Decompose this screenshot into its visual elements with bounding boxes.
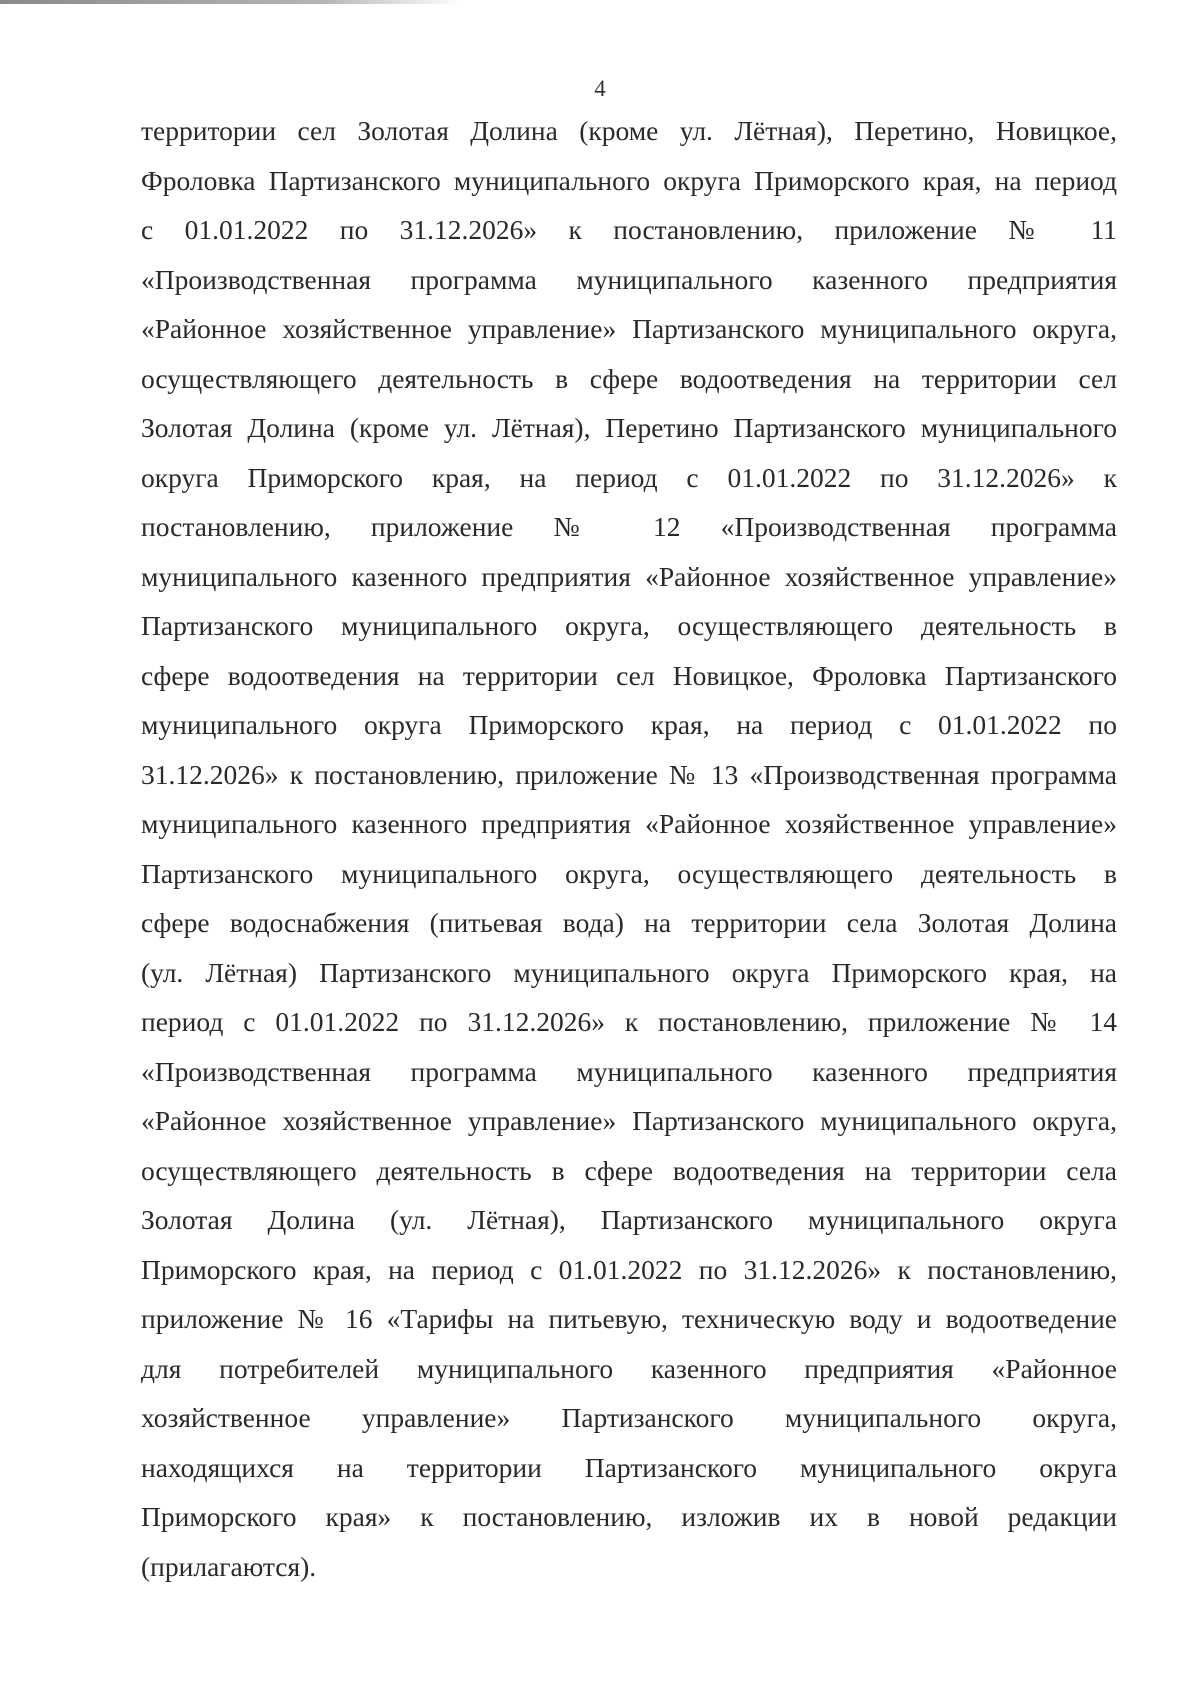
text-line: муниципального казенного предприятия «Районное хозяйственное управление» [141,560,1117,592]
body-paragraph [141,106,1117,1591]
text-line: (ул. Лётная) Партизанского муниципального округа Приморского края, на [141,956,1117,988]
scan-edge-mark [0,0,460,4]
text-line: Золотая Долина (ул. Лётная), Партизанского муниципального округа [141,1204,1117,1235]
text-line: осуществляющего деятельность в сфере водоотведения на территории сел [141,362,1117,394]
text-line: для потребителей муниципального казенного предприятия «Районное [141,1352,1117,1384]
text-line: округа Приморского края, на период с 01.01.2022 по 31.12.2026» к [141,461,1117,493]
text-line: осуществляющего деятельность в сфере водоотведения на территории села [141,1154,1117,1186]
text-line: «Производственная программа муниципального казенного предприятия [141,263,1117,295]
text-line: сфере водоснабжения (питьевая вода) на территории села Золотая Долина [141,907,1117,938]
text-line: территории сел Золотая Долина (кроме ул. Лётная), Перетино, Новицкое, [141,115,1117,146]
page-number: 4 [594,76,606,101]
text-line: Золотая Долина (кроме ул. Лётная), Перетино Партизанского муниципального [141,412,1117,443]
text-line: муниципального казенного предприятия «Районное хозяйственное управление» [141,808,1117,839]
text-line: с 01.01.2022 по 31.12.2026» к постановлению, приложение № 11 [141,214,1117,245]
text-line: Приморского края, на период с 01.01.2022 по 31.12.2026» к постановлению, [141,1253,1117,1285]
text-line: приложение № 16 «Тарифы на питьевую, техническую воду и водоотведение [141,1303,1117,1334]
text-line: постановлению, приложение № 12 «Производственная программа [141,511,1117,542]
text-line: «Районное хозяйственное управление» Партизанского муниципального округа, [141,1105,1117,1136]
text-line: Партизанского муниципального округа, осуществляющего деятельность в [141,610,1117,641]
text-line: «Районное хозяйственное управление» Партизанского муниципального округа, [141,313,1117,344]
text-line: Приморского края» к постановлению, изложив их в новой редакции [141,1501,1117,1532]
text-line: 31.12.2026» к постановлению, приложение № 13 «Производственная программа [141,758,1117,790]
text-line: (прилагаются). [141,1550,317,1582]
text-line: находящихся на территории Партизанского муниципального округа [141,1451,1117,1483]
text-line: «Производственная программа муниципального казенного предприятия [141,1055,1117,1087]
text-line: муниципального округа Приморского края, на период с 01.01.2022 по [141,709,1117,740]
text-line: Фроловка Партизанского муниципального округа Приморского края, на период [141,164,1117,196]
text-line: период с 01.01.2022 по 31.12.2026» к постановлению, приложение № 14 [141,1006,1117,1037]
text-line: хозяйственное управление» Партизанского муниципального округа, [141,1402,1117,1433]
text-line: Партизанского муниципального округа, осуществляющего деятельность в [141,857,1117,889]
text-line: сфере водоотведения на территории сел Новицкое, Фроловка Партизанского [141,659,1117,691]
